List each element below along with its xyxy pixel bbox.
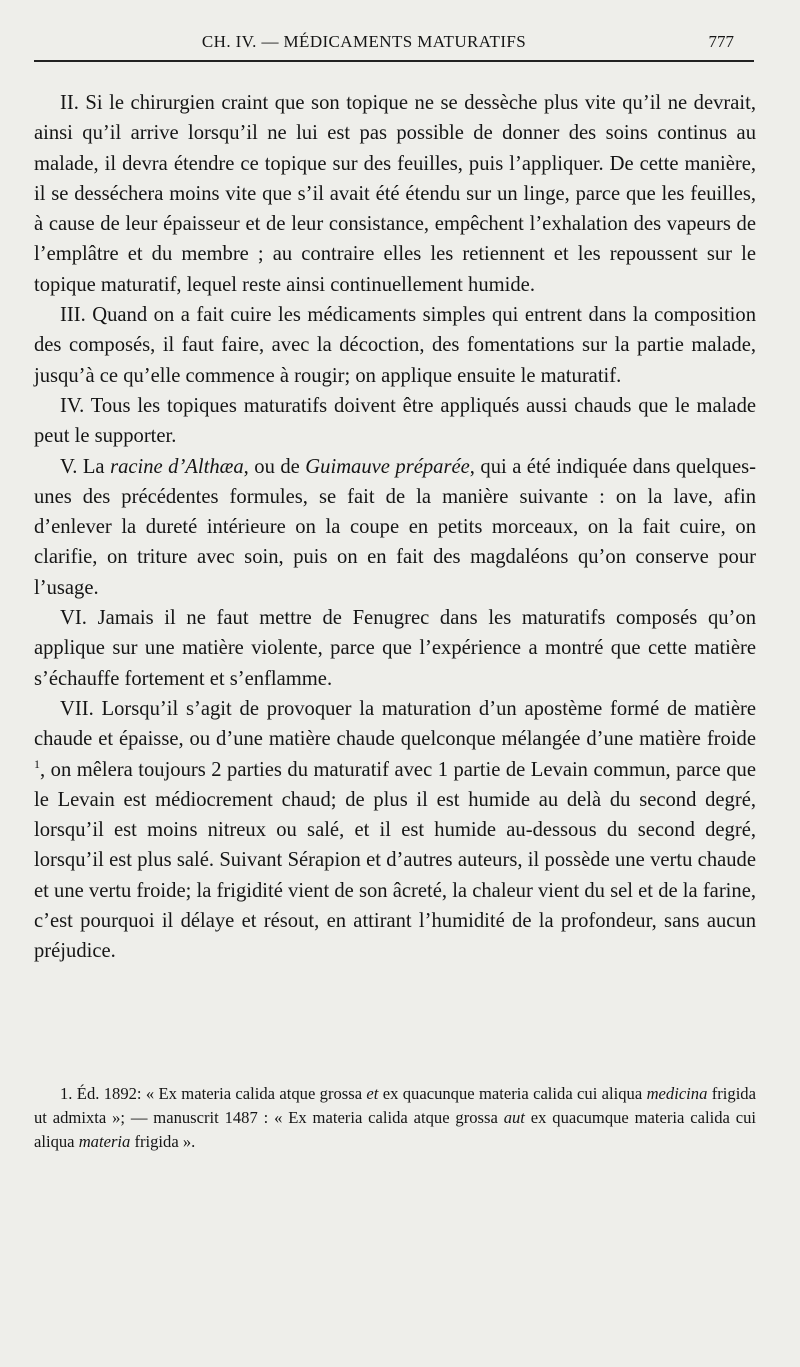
italic-text: Guimauve préparée [305,455,470,478]
paragraph-text: ex quacumque materia calida cui aliqua [34,1108,757,1151]
paragraph-text: Tous les topiques maturatifs doivent être appliqués aussi chauds que le malade peut le supporter. [34,394,756,448]
paragraph [34,88,756,300]
paragraph-text: Jamais il ne faut mettre de Fenugrec dans les maturatifs composés qu’on applique sur une matière violente, parce que l’expérience a montré que cette matière s’échauffe fortement et s’enflamme. [34,607,756,690]
paragraph [34,300,756,391]
footnote-number: 1. [60,1084,73,1103]
paragraph-text: frigida ut admixta »; — manuscrit 1487 : « Ex materia calida atque grossa [34,1084,756,1127]
italic-text: materia [78,1132,131,1151]
paragraph-number: VI. [60,607,87,630]
paragraph-text: , ou de [243,455,306,478]
paragraph-text: frigida ». [130,1132,196,1151]
italic-text: et [366,1084,379,1103]
paragraph [34,452,756,603]
paragraph-text: , on mêlera toujours 2 parties du maturatif avec 1 partie de Levain commun, parce que le Levain est médiocrement chaud; de plus il est humide au delà du second degré, lorsqu’il est moins nitreux ou salé, et il est humide au-dessous du second degré, lorsqu’il est plus salé. Suivant Sérapion et d’autres auteurs, il possède une vertu chaude et une vertu froide; la frigidité vient de son âcreté, la chaleur vient du sel et de la farine, c’est pourquoi il délaye et résout, en attirant l’humidité de la profondeur, sans aucun préjudice. [34,758,756,963]
page-header [34,24,754,62]
italic-text: aut [503,1108,525,1127]
paragraph [34,391,756,452]
footnote [34,1082,756,1154]
paragraph-number: V. [60,455,78,478]
italic-text: racine d’Althæa [110,455,244,478]
footnote-reference: 1 [34,756,40,771]
paragraph-number: IV. [60,394,85,417]
footnote-text [34,1082,756,1154]
italic-text: medicina [646,1084,708,1103]
paragraph-number: II. [60,92,79,114]
main-text [34,88,756,967]
page-number: 777 [708,32,734,51]
paragraph-text: , qui a été indiquée dans quelques-unes des précédentes formules, se fait de la manière suivante : on la lave, afin d’enlever la dureté intérieure on la coupe en petits morceaux, on la fait cuire, on clarifie, on triture avec soin, puis on en fait des magdaléons qu’on conserve pour l’usage. [34,455,756,599]
paragraph-text: ex quacunque materia calida cui aliqua [378,1084,647,1103]
paragraph-text: Quand on a fait cuire les médicaments simples qui entrent dans la composition des composés, il faut faire, avec la décoction, des fomentations sur la partie malade, jusqu’à ce qu’elle commence à rougir; on applique ensuite le maturatif. [34,304,756,387]
paragraph-text: Si le chirurgien craint que son topique ne se dessèche plus vite qu’il ne devrait, ainsi qu’il arrive lorsqu’il ne lui est pas possible de donner des soins continus au malade, il devra étendre ce topique sur des feuilles, puis l’appliquer. De cette manière, il se desséchera moins vite que s’il avait été étendu sur un linge, parce que les feuilles, à cause de leur épaisseur et de leur consistance, empêchent l’exhalation des vapeurs de l’emplâtre et du membre ; au contraire elles les retiennent et les repoussent sur le topique maturatif, lequel reste ainsi continuellement humide. [34,92,756,296]
paragraph-number: VII. [60,697,94,720]
paragraph-number: III. [60,304,86,327]
paragraph-text: La [77,455,111,478]
paragraph-text: Lorsqu’il s’agit de provoquer la maturation d’un apostème formé de matière chaude et épaisse, ou d’une matière chaude quelconque mélangée d’une matière froide [34,697,756,751]
paragraph-text: Éd. 1892: « Ex materia calida atque grossa [72,1084,367,1103]
paragraph [34,694,756,967]
running-head: CH. IV. — MÉDICAMENTS MATURATIFS [201,32,527,51]
paragraph [34,603,756,694]
